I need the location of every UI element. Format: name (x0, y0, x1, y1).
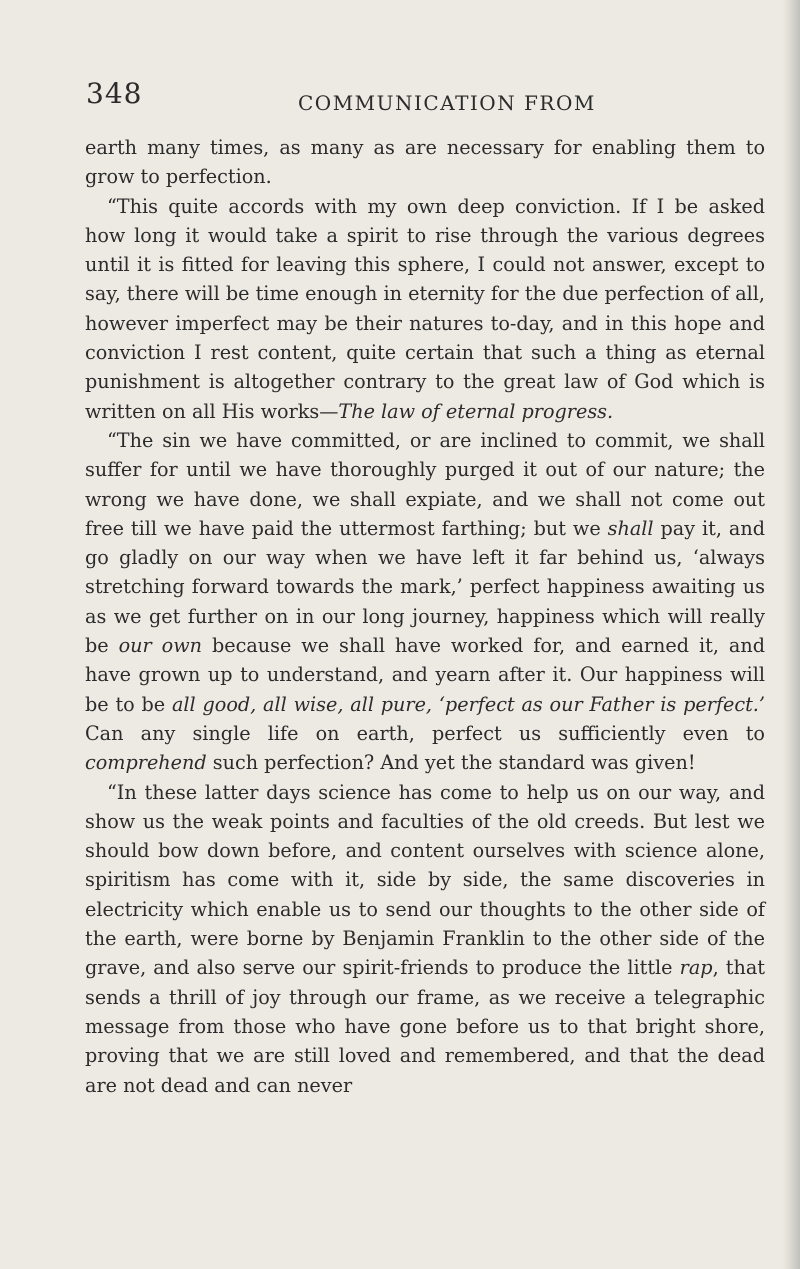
page-number: 348 (86, 77, 143, 110)
italic-segment: all good, all wise, all pure, ‘perfect as our Father is perfect.’ (171, 692, 766, 716)
paragraph (85, 426, 765, 778)
paragraph (85, 778, 765, 1100)
text-segment: Can any single life on earth, perfect us sufficiently even to (85, 721, 765, 745)
text-segment: “The sin we have committed, or are inclined to commit, we shall suffer for until we have thoroughly purged it out of our nature; the wrong we have done, we shall expiate, and we shall not come out free till we have paid the uttermost farthing; but we (85, 428, 765, 540)
text-segment: “In these latter days science has come to help us on our way, and show us the weak points and faculties of the old creeds. But lest we should bow down before, and content ourselves with science alone, spiritism has come with it, side by side, the same discoveries in electricity which enable us to send our thoughts to the other side of the earth, were borne by Benjamin Franklin to the other side of the grave, and also serve our spirit-friends to produce the little (85, 780, 765, 980)
running-head: COMMUNICATION FROM (298, 91, 596, 115)
italic-segment: rap (679, 956, 713, 980)
text-segment: such perfection? And yet the standard was given! (206, 751, 696, 775)
italic-segment: shall (607, 516, 654, 540)
paragraph (85, 192, 765, 426)
text-segment: “This quite accords with my own deep conviction. If I be asked how long it would take a spirit to rise through the various degrees until it is fitted for leaving this sphere, I could not answer, except to say, there will be time enough in eternity for the due perfection of all, however imperfect may be their natures to-day, and in this hope and conviction I rest content, quite certain that such a thing as eternal punishment is altogether contrary to the great law of God which is written on all His works— (85, 194, 765, 423)
text-segment: , that sends a thrill of joy through our frame, as we receive a telegraphic message from those who have gone before us to that bright shore, proving that we are still loved and remembered, and that the dead are not dead and can never (85, 956, 765, 1097)
italic-segment: our own (118, 634, 202, 658)
page-header (0, 0, 800, 120)
text-segment: earth many times, as many as are necessary for enabling them to grow to perfection. (85, 136, 765, 189)
italic-segment: The law of eternal progress. (338, 399, 614, 423)
page-edge-shadow (782, 0, 800, 1269)
text-segment: pay it, and go gladly on our way when we have left it far behind us, ‘always stretching forward towards the mark,’ perfect happiness awaiting us as we get further on in our long journey, happiness which will really be (85, 516, 765, 658)
paragraph (85, 133, 765, 192)
body-text (85, 133, 765, 1100)
italic-segment: comprehend (85, 751, 207, 775)
text-segment: because we shall have worked for, and earned it, and have grown up to understand, and yearn after it. Our happiness will be to be (85, 634, 766, 716)
